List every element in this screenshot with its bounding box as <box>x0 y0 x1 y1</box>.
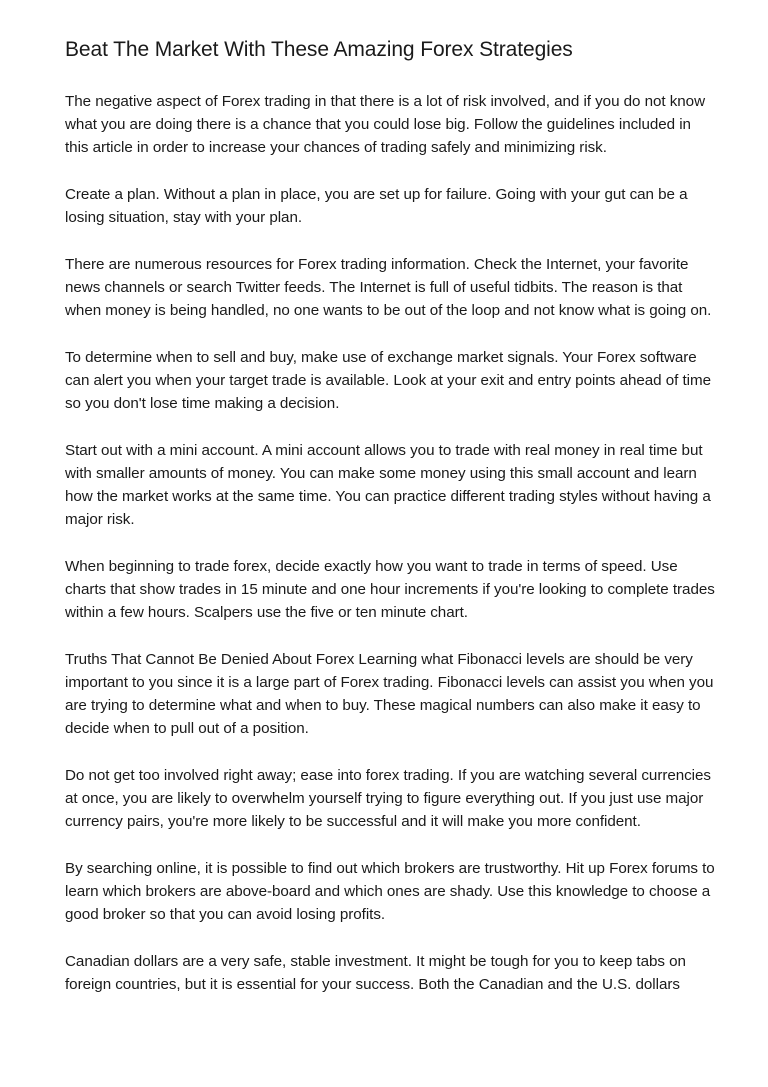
paragraph-5: Start out with a mini account. A mini account allows you to trade with real money in real time but with smaller amounts of money. You can make some money using this small account and learn how the market works at the same time. You can practice different trading styles without having a major risk. <box>65 442 711 528</box>
paragraph-7: Truths That Cannot Be Denied About Forex Learning what Fibonacci levels are should be very important to you since it is a large part of Forex trading. Fibonacci levels can assist you when you are trying to determine what and when to buy. These magical numbers can also make it easy to decide when to pull out of a position. <box>65 651 714 737</box>
paragraph-2: Create a plan. Without a plan in place, you are set up for failure. Going with your gut can be a losing situation, stay with your plan. <box>65 186 688 226</box>
paragraph-10: Canadian dollars are a very safe, stable investment. It might be tough for you to keep tabs on foreign countries, but it is essential for your success. Both the Canadian and the U.S. dollars <box>65 953 686 993</box>
paragraph-6: When beginning to trade forex, decide exactly how you want to trade in terms of speed. Use charts that show trades in 15 minute and one hour increments if you're looking to complete trades within a few hours. Scalpers use the five or ten minute chart. <box>65 558 715 621</box>
paragraph-4: To determine when to sell and buy, make use of exchange market signals. Your Forex software can alert you when your target trade is available. Look at your exit and entry points ahead of time so you don't lose time making a decision. <box>65 349 711 412</box>
document-title: Beat The Market With These Amazing Forex Strategies <box>65 38 573 61</box>
document-page <box>65 36 715 1020</box>
paragraph-1: The negative aspect of Forex trading in that there is a lot of risk involved, and if you do not know what you are doing there is a chance that you could lose big. Follow the guidelines included in this article in order to increase your chances of trading safely and minimizing risk. <box>65 93 705 156</box>
paragraph-8: Do not get too involved right away; ease into forex trading. If you are watching several currencies at once, you are likely to overwhelm yourself trying to figure everything out. If you just use major currency pairs, you're more likely to be successful and it will make you more confident. <box>65 767 711 830</box>
paragraph-9: By searching online, it is possible to find out which brokers are trustworthy. Hit up Forex forums to learn which brokers are above-board and which ones are shady. Use this knowledge to choose a good broker so that you can avoid losing profits. <box>65 860 715 923</box>
paragraph-3: There are numerous resources for Forex trading information. Check the Internet, your favorite news channels or search Twitter feeds. The Internet is full of useful tidbits. The reason is that when money is being handled, no one wants to be out of the loop and not know what is going on. <box>65 256 712 319</box>
